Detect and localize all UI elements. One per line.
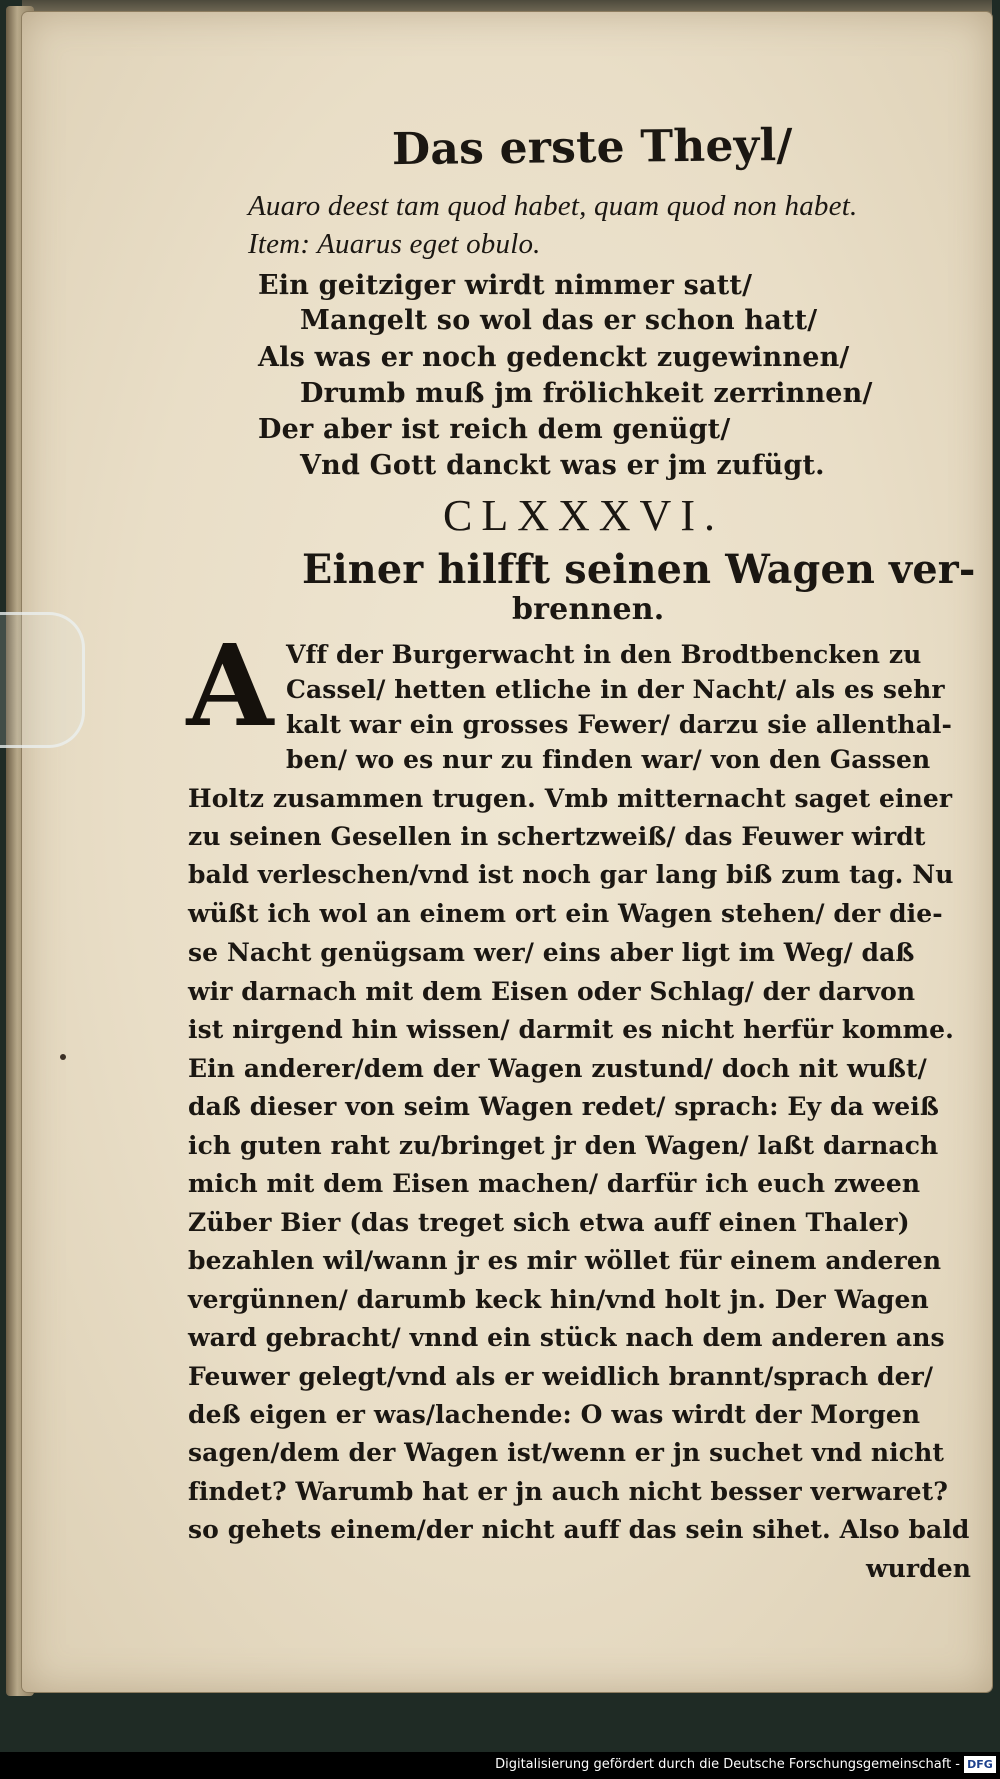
ink-speck	[60, 1054, 66, 1060]
body-line: so gehets einem/der nicht auff das sein sihet. Also bald	[188, 1515, 970, 1544]
running-heading: Das erste Theyl/	[391, 119, 793, 176]
latin-line: Auaro deest tam quod habet, quam quod non habet.	[248, 190, 858, 222]
body-line: wir darnach mit dem Eisen oder Schlag/ der darvon	[188, 977, 916, 1006]
catchword: wurden	[866, 1554, 972, 1583]
body-line: bald verleschen/vnd ist noch gar lang biß zum tag. Nu	[188, 860, 954, 889]
body-line: Vff der Burgerwacht in den Brodtbencken zu	[286, 640, 922, 669]
body-line: Cassel/ hetten etliche in der Nacht/ als es sehr	[286, 675, 945, 704]
body-line: se Nacht genügsam wer/ eins aber ligt im Weg/ daß	[188, 938, 915, 967]
verse-line: Der aber ist reich dem genügt/	[258, 414, 731, 445]
body-line: ward gebracht/ vnnd ein stück nach dem anderen ans	[188, 1323, 945, 1352]
chapter-title-line: brennen.	[512, 592, 665, 627]
body-line: bezahlen wil/wann jr es mir wöllet für einem anderen	[188, 1246, 942, 1275]
verse-line: Mangelt so wol das er schon hatt/	[300, 305, 818, 336]
body-line: ich guten raht zu/bringet jr den Wagen/ laßt darnach	[188, 1131, 939, 1160]
verse-line: Vnd Gott danckt was er jm zufügt.	[300, 450, 825, 481]
body-line: Feuwer gelegt/vnd als er weidlich brannt/sprach der/	[188, 1362, 934, 1391]
body-line: ist nirgend hin wissen/ darmit es nicht herfür komme.	[188, 1015, 954, 1044]
body-line: daß dieser von seim Wagen redet/ sprach: Ey da weiß	[188, 1092, 939, 1121]
body-line: sagen/dem der Wagen ist/wenn er jn suchet vnd nicht	[188, 1438, 944, 1467]
latin-line: Item: Auarus eget obulo.	[248, 228, 541, 260]
body-line: Ein anderer/dem der Wagen zustund/ doch nit wußt/	[188, 1054, 927, 1083]
body-line: ben/ wo es nur zu finden war/ von den Gassen	[286, 745, 931, 774]
verse-line: Ein geitziger wirdt nimmer satt/	[258, 270, 753, 301]
dfg-logo: DFG	[964, 1756, 996, 1773]
body-line: zu seinen Gesellen in schertzweiß/ das Feuwer wirdt	[188, 822, 926, 851]
drop-cap-initial: A	[186, 621, 274, 752]
body-line: mich mit dem Eisen machen/ darfür ich euch zween	[188, 1169, 921, 1198]
body-line: findet? Warumb hat er jn auch nicht besser verwaret?	[188, 1477, 949, 1506]
chapter-title-line: Einer hilfft seinen Wagen ver-	[302, 546, 976, 593]
body-line: Züber Bier (das treget sich etwa auff einen Thaler)	[188, 1208, 910, 1237]
funding-credit: Digitalisierung gefördert durch die Deutsche Forschungsgemeinschaft -	[495, 1757, 960, 1772]
chapter-numeral: CLXXXVI.	[443, 491, 724, 540]
body-line: deß eigen er was/lachende: O was wirdt der Morgen	[188, 1400, 921, 1429]
verse-line: Als was er noch gedenckt zugewinnen/	[258, 342, 850, 373]
body-line: vergünnen/ darumb keck hin/vnd holt jn. Der Wagen	[188, 1285, 929, 1314]
verse-line: Drumb muß jm frölichkeit zerrinnen/	[300, 378, 873, 409]
body-line: wüßt ich wol an einem ort ein Wagen stehen/ der die-	[188, 899, 943, 928]
body-line: kalt war ein grosses Fewer/ darzu sie allenthal-	[286, 710, 953, 739]
body-line: Holtz zusammen trugen. Vmb mitternacht saget einer	[188, 784, 953, 813]
